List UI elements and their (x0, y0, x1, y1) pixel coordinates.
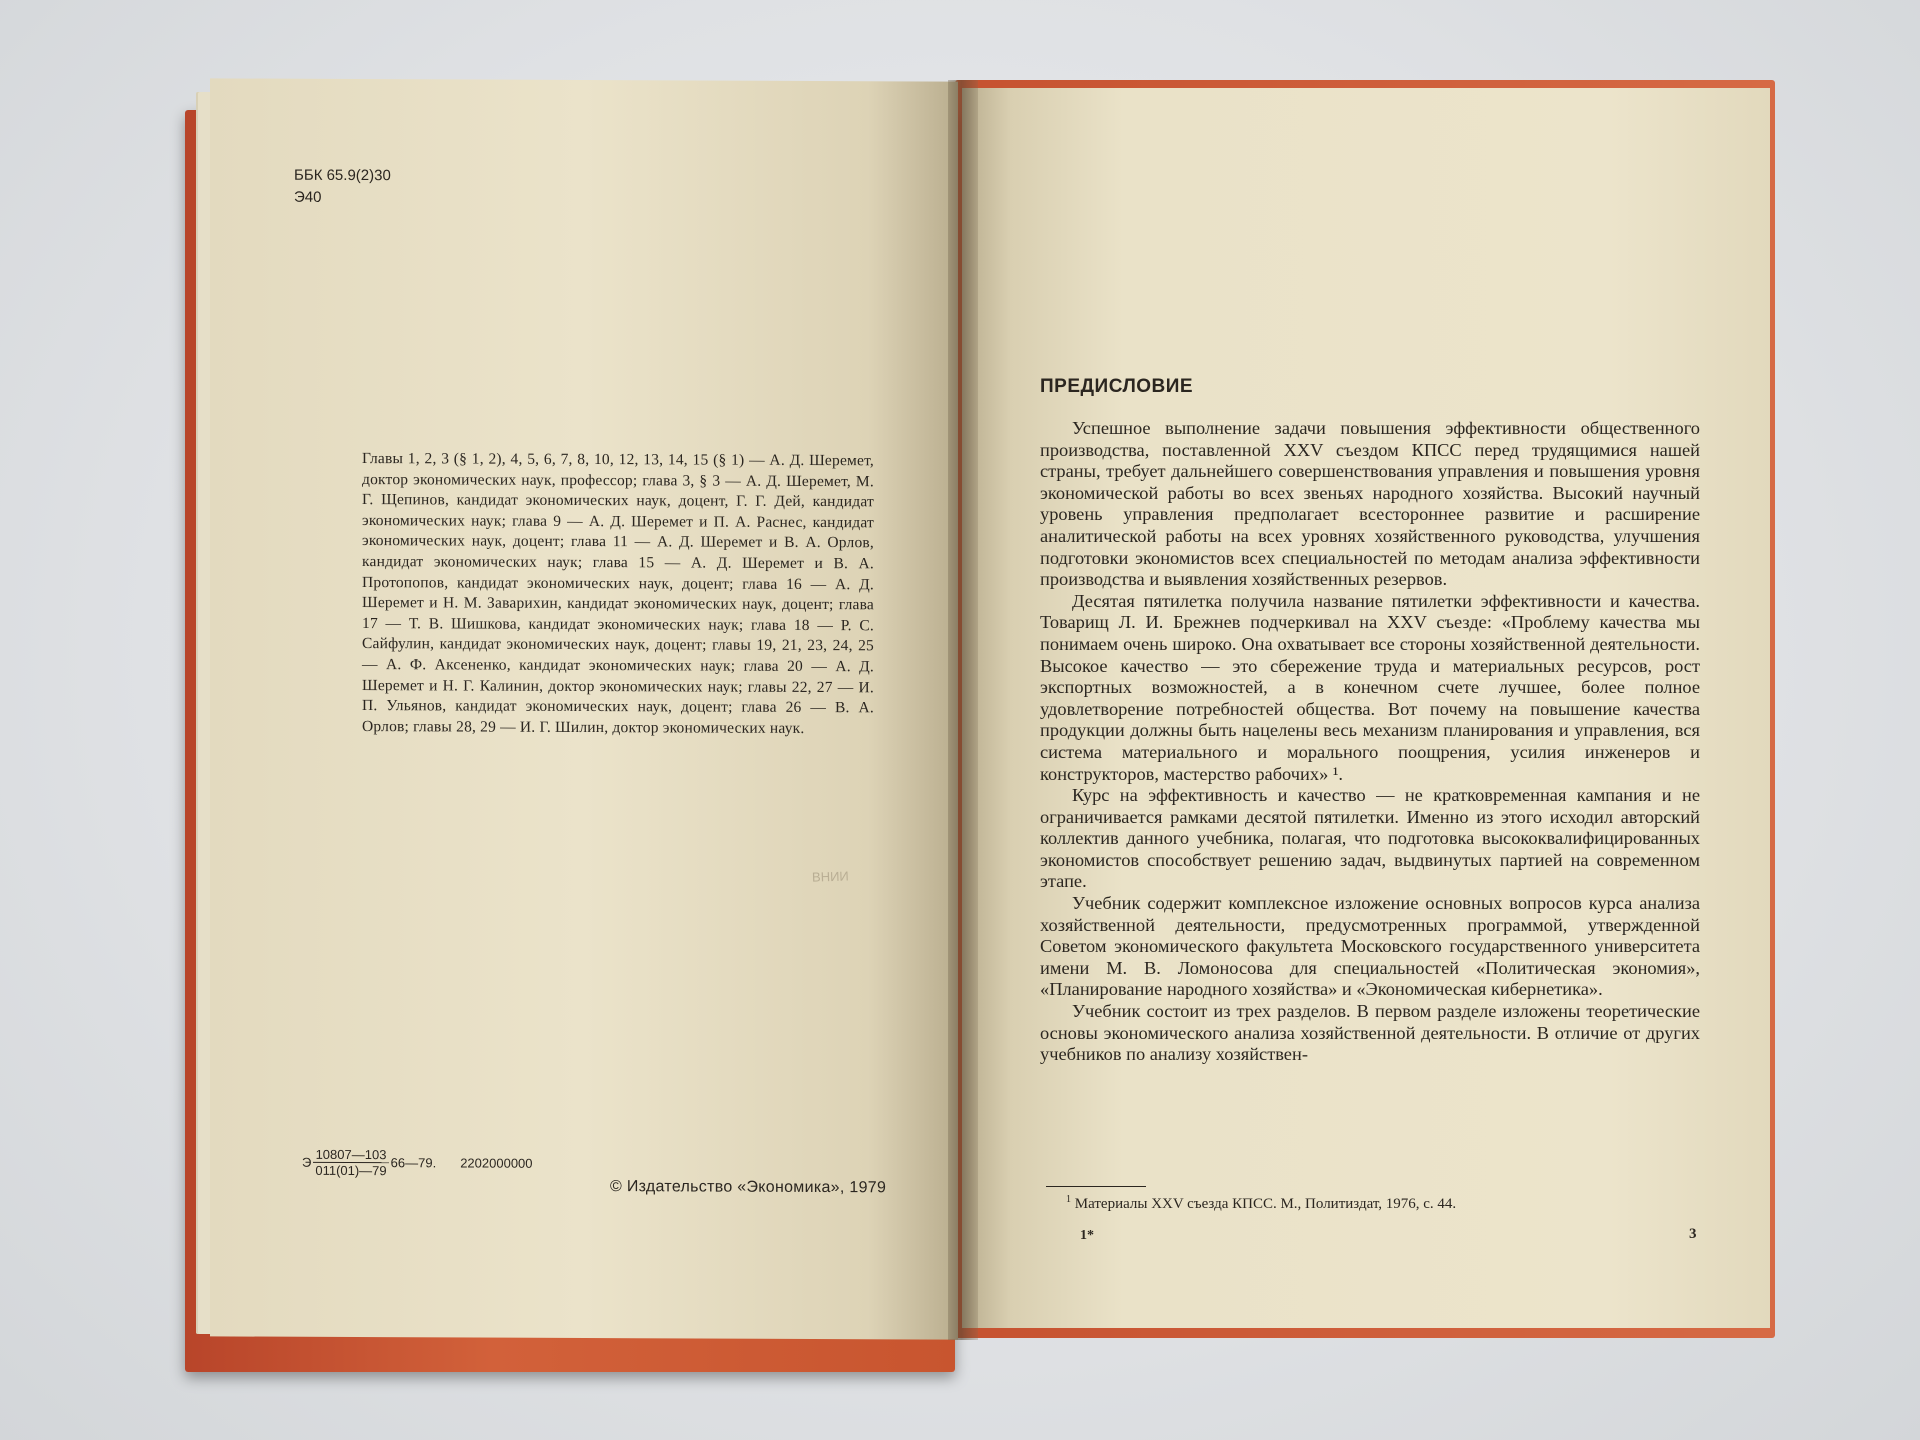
paragraph: Курс на эффективность и качество — не кратковременная кампания и не ограничивается рамками десятой пятилетки. Именно из этого исходил авторский коллектив данного учебника, полагая, что подготовка высококвалифицированных экономистов способствует решению задач, выдвинутых партией на современном этапе. (1040, 785, 1700, 892)
imprint-ps: 66—79. (390, 1155, 437, 1171)
copyright-line: © Издательство «Экономика», 1979 (610, 1178, 887, 1197)
imprint-letter: Э (302, 1154, 312, 1170)
imprint-fraction (313, 1147, 388, 1178)
imprint-code: 2202000000 (460, 1155, 533, 1171)
right-page (962, 88, 1770, 1328)
bbk-block (294, 165, 391, 209)
preface-body (1040, 418, 1700, 1066)
footnote-text: Материалы XXV съезда КПСС. М., Политиздат, 1976, с. 44. (1074, 1196, 1457, 1212)
imprint-block (302, 1147, 533, 1179)
paragraph: Успешное выполнение задачи повышения эффективности общественного производства, поставленной XXV съездом КПСС перед трудящимися нашей страны, требует дальнейшего совершенствования управления и повышения уровня экономической работы во всех звеньях народного хозяйства. Высокий научный уровень управления предполагает всестороннее развитие и расширение аналитической работы на всех уровнях хозяйственного руководства, улучшения подготовки экономистов всех специальностей по методам анализа эффективности производства и выявления хозяйственных резервов. (1040, 418, 1700, 590)
library-stamp: ВНИИ (811, 868, 850, 885)
authors-credits: Главы 1, 2, 3 (§ 1, 2), 4, 5, 6, 7, 8, 10, 12, 13, 14, 15 (§ 1) — А. Д. Шеремет, доктор экономических наук, профессор; глава 3, § 3 — А. Д. Шеремет, М. Г. Щепинов, кандидат экономических наук, доцент, Г. Г. Дей, кандидат экономических наук; глава 9 — А. Д. Шеремет и П. А. Раснес, кандидат экономических наук, доцент; глава 11 — А. Д. Шеремет и В. А. Орлов, кандидат экономических наук; глава 15 — А. Д. Шеремет и В. А. Протопопов, кандидат экономических наук, доцент; глава 16 — А. Д. Шеремет и Н. М. Заварихин, кандидат экономических наук, доцент; глава 17 — Т. В. Шишкова, кандидат экономических наук; глава 18 — Р. С. Сайфулин, кандидат экономических наук, доцент; главы 19, 21, 23, 24, 25 — А. Ф. Аксененко, кандидат экономических наук; глава 20 — А. Д. Шеремет и Н. Г. Калинин, доктор экономических наук; главы 22, 27 — И. П. Ульянов, кандидат экономических наук, доцент; глава 26 — В. А. Орлов; главы 28, 29 — И. Г. Шилин, доктор экономических наук. (362, 450, 874, 737)
index-code: Э40 (294, 188, 322, 206)
paragraph: Учебник содержит комплексное изложение основных вопросов курса анализа хозяйственной деятельности, предусмотренных программой, утвержденной Советом экономического факультета Московского государственного университета имени М. В. Ломоносова для специальностей «Политическая экономия», «Планирование народного хозяйства» и «Экономическая кибернетика». (1040, 893, 1700, 1000)
bbk-code: ББК 65.9(2)30 (294, 166, 391, 185)
footnote-mark: 1 (1066, 1194, 1071, 1205)
paragraph: Десятая пятилетка получила название пятилетки эффективности и качества. Товарищ Л. И. Брежнев подчеркивал на XXV съезде: «Проблему качества мы понимаем очень широко. Она охватывает все стороны хозяйственной деятельности. Высокое качество — это сбережение труда и материальных ресурсов, рост экспортных возможностей, а в конечном счете лучшее, более полное удовлетворение потребностей общества. Вот почему на повышение качества продукции должны быть нацелены весь механизм планирования и управления, вся система материального и морального поощрения, усилия инженеров и конструкторов, мастерство рабочих» ¹. (1040, 590, 1700, 784)
footnote-rule (1046, 1186, 1146, 1187)
footnote (1066, 1194, 1456, 1213)
left-page (210, 78, 958, 1339)
preface-title: ПРЕДИСЛОВИЕ (1040, 376, 1194, 397)
imprint-denominator: 011(01)—79 (315, 1162, 387, 1179)
signature-mark: 1* (1080, 1228, 1094, 1243)
imprint-numerator: 10807—103 (313, 1147, 388, 1163)
page-number: 3 (1689, 1226, 1697, 1242)
book-gutter (948, 80, 978, 1340)
paragraph: Учебник состоит из трех разделов. В первом разделе изложены теоретические основы экономического анализа хозяйственной деятельности. В отличие от других учебников по анализу хозяйствен- (1040, 1001, 1700, 1065)
